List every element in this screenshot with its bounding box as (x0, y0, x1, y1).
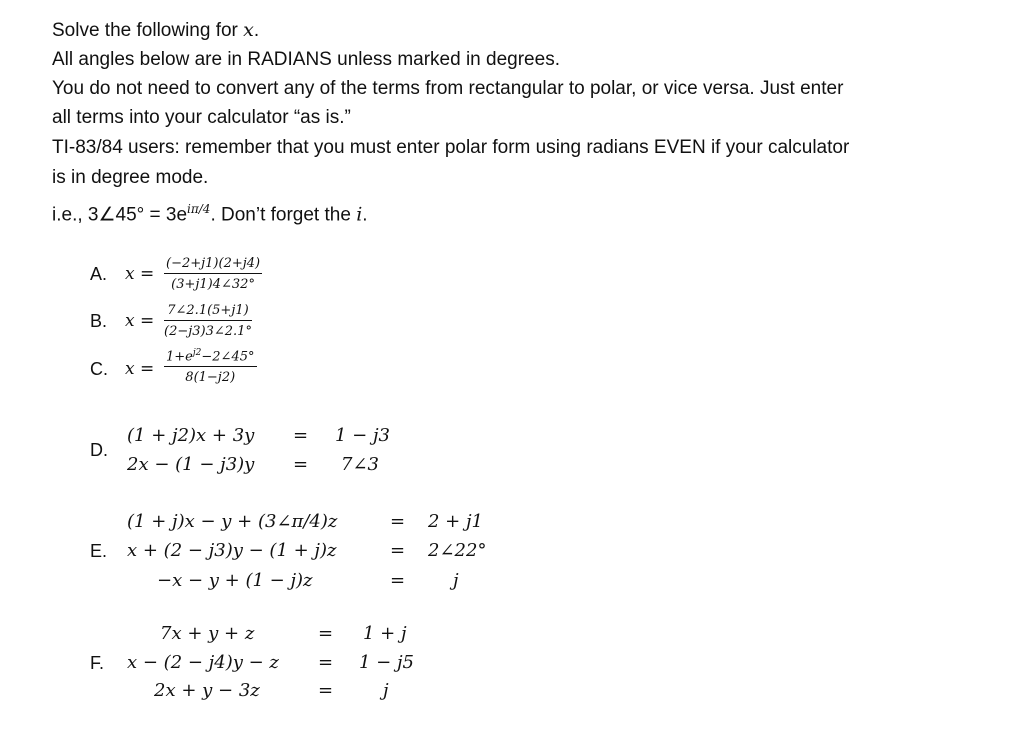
equation-lhs: (1 + j)x − y + (3∠π/4)z (127, 511, 338, 532)
equation-lhs: 7x + y + z (160, 623, 255, 644)
equals-sign: = (293, 425, 309, 446)
equals-sign: = (390, 570, 406, 591)
equation-lhs: (1 + j2)x + 3y (127, 425, 255, 446)
instruction-line-1: Solve the following for x. (52, 19, 260, 41)
instruction-line-3: You do not need to convert any of the terms from rectangular to polar, or vice versa. Just enter (52, 78, 844, 99)
equation-rhs: 2 + j1 (428, 511, 484, 532)
equals-sign: = (318, 652, 334, 673)
equation-rhs: 7∠3 (341, 454, 379, 475)
instruction-line-5: TI-83/84 users: remember that you must enter polar form using radians EVEN if your calculator (52, 137, 850, 158)
fraction-denominator: 8(1−j2) (185, 370, 236, 386)
equation-lhs: −x − y + (1 − j)z (157, 570, 313, 591)
problem-label: B. (90, 311, 108, 331)
fraction (164, 348, 257, 385)
problem-label: D. (90, 440, 108, 460)
fraction-numerator: $1+e^{j2}-2\angle 45^\circ$ (164, 348, 257, 367)
equals-sign: = (390, 511, 406, 532)
problem-label: C. (90, 359, 108, 379)
fraction-numerator: (−2+j1)(2+j4) (164, 256, 262, 274)
problem-label: A. (90, 264, 108, 284)
instruction-line-7: i.e., 3∠45° = $3e^{i\pi/4}$. Don’t forget the i. (52, 202, 368, 226)
equals-sign: = (390, 540, 406, 561)
equals-sign: = (293, 454, 309, 475)
fraction-numerator: 7∠2.1(5+j1) (164, 303, 252, 321)
equation-lhs: x + (2 − j3)y − (1 + j)z (127, 540, 337, 561)
problem-lhs: x = (125, 359, 155, 379)
problem-label: E. (90, 541, 108, 561)
var-i: i (356, 203, 363, 226)
var-x: x (243, 19, 254, 41)
equation-lhs: 2x − (1 − j3)y (127, 454, 255, 475)
equals-sign: = (318, 623, 334, 644)
equation-rhs: j (383, 680, 389, 701)
instruction-line-2: All angles below are in RADIANS unless marked in degrees. (52, 49, 560, 70)
equation-rhs: 1 + j (363, 623, 407, 644)
problem-lhs: x = (125, 264, 155, 284)
equation-lhs: x − (2 − j4)y − z (127, 652, 279, 673)
equation-rhs: j (453, 570, 459, 591)
instruction-line-4: all terms into your calculator “as is.” (52, 107, 351, 128)
instruction-line-6: is in degree mode. (52, 167, 209, 188)
equation-rhs: 1 − j5 (359, 652, 415, 673)
equation-lhs: 2x + y − 3z (154, 680, 260, 701)
fraction-denominator: (3+j1)4∠32° (171, 277, 255, 292)
fraction (164, 256, 262, 292)
problem-lhs: x = (125, 311, 155, 331)
fraction (164, 303, 252, 339)
problem-label: F. (90, 653, 105, 673)
equation-rhs: 2∠22° (428, 540, 487, 561)
equation-rhs: 1 − j3 (335, 425, 391, 446)
fraction-denominator: (2−j3)3∠2.1° (164, 324, 252, 339)
equals-sign: = (318, 680, 334, 701)
